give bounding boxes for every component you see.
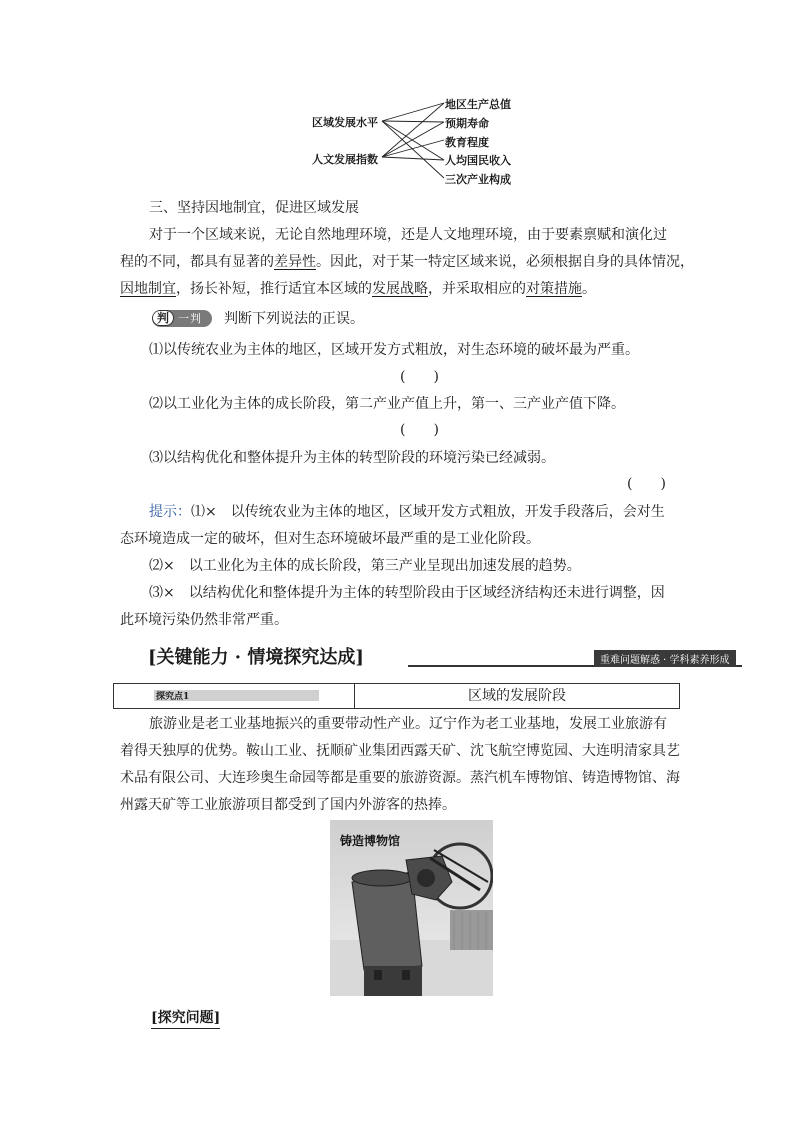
judge-item: ⑵以工业化为主体的成长阶段，第二产业产值上升，第一、三产业产值下降。 xyxy=(149,396,625,412)
answer-paren: ( ) xyxy=(400,369,439,385)
answer-paren: ( ) xyxy=(400,422,439,438)
term-underlined: 因地制宜 xyxy=(120,281,176,297)
key-section-tag: 重难问题解惑 · 学科素养形成 xyxy=(594,650,736,667)
judge-row xyxy=(152,308,364,328)
explore-line: 术品有限公司、大连珍奥生命园等都是重要的旅游资源。蒸汽机车博物馆、铸造博物馆、海 xyxy=(120,770,680,786)
paragraph-line: 因地制宜，扬长补短，推行适宜本区域的发展战略，并采取相应的对策措施。 xyxy=(120,281,596,297)
hint-line: 提示：⑴× 以传统农业为主体的地区，区域开发方式粗放，开发手段落后，会对生 xyxy=(149,504,665,520)
foundry-museum-photo xyxy=(330,820,493,996)
hint-line: ⑵× 以工业化为主体的成长阶段，第三产业呈现出加速发展的趋势。 xyxy=(149,558,581,574)
paragraph-line: 程的不同，都具有显著的差异性。因此，对于某一特定区域来说，必须根据自身的具体情况， xyxy=(120,254,694,270)
photo-caption: 铸造博物馆 xyxy=(340,834,401,848)
explore-point-label: 探究点1 xyxy=(156,692,190,702)
diagram-right-node: 人均国民收入 xyxy=(445,154,511,167)
hint-line: ⑶× 以结构优化和整体提升为主体的转型阶段由于区域经济结构还未进行调整，因 xyxy=(149,585,665,601)
hint-line: 此环境污染仍然非常严重。 xyxy=(120,612,288,628)
diagram-right-node: 教育程度 xyxy=(445,136,489,149)
key-section-header xyxy=(148,643,760,667)
paragraph-line: 对于一个区域来说，无论自然地理环境，还是人文地理环境，由于要素禀赋和演化过 xyxy=(149,227,667,243)
term-underlined: 差异性 xyxy=(274,254,316,270)
explore-line: 着得天独厚的优势。鞍山工业、抚顺矿业集团西露天矿、沈飞航空博览园、大连明清家具艺 xyxy=(120,743,680,759)
judge-instruction: 判断下列说法的正误。 xyxy=(224,311,365,327)
judge-badge: 判 一判 xyxy=(152,310,212,327)
hint-label: 提示： xyxy=(149,504,191,520)
diagram-connectors xyxy=(0,0,794,200)
explore-point-table xyxy=(113,683,680,709)
diagram-left-node: 区域发展水平 xyxy=(312,116,378,129)
diagram-right-node: 预期寿命 xyxy=(445,117,489,130)
judge-item: ⑴以传统农业为主体的地区，区域开发方式粗放，对生态环境的破坏最为严重。 xyxy=(149,342,639,358)
explore-question-heading: [探究问题] xyxy=(151,1007,220,1029)
key-section-title: [关键能力 · 情境探究达成] xyxy=(148,647,364,668)
answer-paren: ( ) xyxy=(627,476,666,492)
explore-point-title: 区域的发展阶段 xyxy=(468,688,566,704)
hint-line: 态环境造成一定的破坏，但对生态环境破坏最严重的是工业化阶段。 xyxy=(120,531,540,547)
judge-item: ⑶以结构优化和整体提升为主体的转型阶段的环境污染已经减弱。 xyxy=(149,450,555,466)
term-underlined: 对策措施 xyxy=(526,281,582,297)
diagram-right-node: 地区生产总值 xyxy=(445,98,511,111)
section-heading: 三、坚持因地制宜，促进区域发展 xyxy=(149,200,359,216)
diagram-right-node: 三次产业构成 xyxy=(445,173,511,186)
explore-line: 州露天矿等工业旅游项目都受到了国内外游客的热捧。 xyxy=(120,797,456,813)
term-underlined: 发展战略 xyxy=(372,281,428,297)
explore-line: 旅游业是老工业基地振兴的重要带动性产业。辽宁作为老工业基地，发展工业旅游有 xyxy=(149,716,667,732)
diagram-left-node: 人文发展指数 xyxy=(312,153,378,166)
